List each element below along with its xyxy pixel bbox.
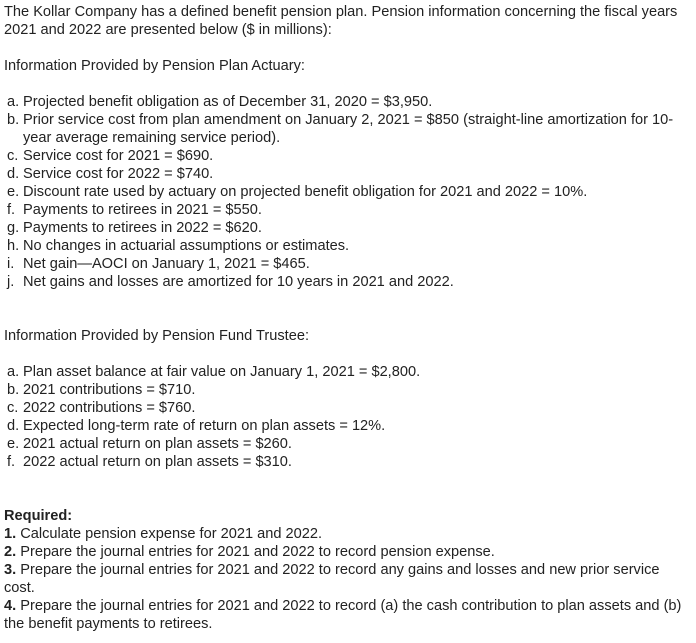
item-marker: a.: [7, 364, 20, 380]
item-text: 2022 actual return on plan assets = $310.: [23, 454, 292, 470]
item-text: Payments to retirees in 2021 = $550.: [23, 202, 262, 218]
required-text: Prepare the journal entries for 2021 and 2022 to record pension expense.: [20, 544, 495, 560]
item-marker: j.: [7, 274, 15, 290]
actuary-item-j: [7, 273, 692, 291]
actuary-item-e: [7, 183, 692, 201]
item-text: Net gain—AOCI on January 1, 2021 = $465.: [23, 256, 310, 272]
section-spacer: [4, 471, 692, 507]
item-marker: d.: [7, 418, 20, 434]
item-text: Service cost for 2022 = $740.: [23, 166, 214, 182]
item-text: Expected long-term rate of return on plan assets = 12%.: [23, 418, 386, 434]
required-number: 3.: [4, 562, 17, 578]
required-text: Prepare the journal entries for 2021 and 2022 to record (a) the cash contribution to plan assets and (b) the benefit payments to retirees.: [4, 598, 682, 632]
required-text: Calculate pension expense for 2021 and 2022.: [20, 526, 323, 542]
trustee-list: [4, 363, 692, 471]
item-text: No changes in actuarial assumptions or estimates.: [23, 238, 350, 254]
item-text: 2021 contributions = $710.: [23, 382, 196, 398]
required-number: 4.: [4, 598, 17, 614]
required-number: 1.: [4, 526, 17, 542]
trustee-item-e: [7, 435, 692, 453]
actuary-item-g: [7, 219, 692, 237]
trustee-heading: Information Provided by Pension Fund Trustee:: [4, 328, 310, 344]
actuary-heading: Information Provided by Pension Plan Actuary:: [4, 58, 305, 74]
trustee-item-f: [7, 453, 692, 471]
trustee-item-a: [7, 363, 692, 381]
actuary-item-f: [7, 201, 692, 219]
item-marker: i.: [7, 256, 15, 272]
item-text: Plan asset balance at fair value on January 1, 2021 = $2,800.: [23, 364, 421, 380]
item-marker: b.: [7, 112, 20, 128]
item-marker: b.: [7, 382, 20, 398]
intro-paragraph: The Kollar Company has a defined benefit pension plan. Pension information concerning the fiscal years 2021 and 2022 are presented below ($ in millions):: [4, 4, 678, 38]
trustee-item-c: [7, 399, 692, 417]
section-spacer: [4, 291, 692, 327]
required-item-3: [4, 561, 692, 597]
item-marker: a.: [7, 94, 20, 110]
item-marker: f.: [7, 454, 16, 470]
item-marker: e.: [7, 436, 20, 452]
required-number: 2.: [4, 544, 17, 560]
item-text: Net gains and losses are amortized for 10 years in 2021 and 2022.: [23, 274, 454, 290]
item-marker: h.: [7, 238, 20, 254]
required-title: Required:: [4, 508, 73, 524]
actuary-item-b: [7, 111, 692, 147]
item-text: Service cost for 2021 = $690.: [23, 148, 214, 164]
required-item-4: [4, 597, 692, 633]
trustee-item-d: [7, 417, 692, 435]
item-marker: f.: [7, 202, 16, 218]
item-marker: e.: [7, 184, 20, 200]
item-text: Payments to retirees in 2022 = $620.: [23, 220, 262, 236]
actuary-item-a: [7, 93, 692, 111]
item-text: 2021 actual return on plan assets = $260.: [23, 436, 292, 452]
actuary-item-h: [7, 237, 692, 255]
required-item-2: [4, 543, 692, 561]
actuary-item-d: [7, 165, 692, 183]
item-text: Prior service cost from plan amendment on January 2, 2021 = $850 (straight-line amortization for 10-year average remaining service period).: [23, 112, 674, 146]
actuary-item-c: [7, 147, 692, 165]
item-text: Discount rate used by actuary on projected benefit obligation for 2021 and 2022 = 10%.: [23, 184, 588, 200]
required-item-1: [4, 525, 692, 543]
required-text: Prepare the journal entries for 2021 and 2022 to record any gains and losses and new prior service cost.: [4, 562, 660, 596]
item-marker: c.: [7, 400, 19, 416]
item-text: Projected benefit obligation as of December 31, 2020 = $3,950.: [23, 94, 433, 110]
item-marker: d.: [7, 166, 20, 182]
trustee-item-b: [7, 381, 692, 399]
item-text: 2022 contributions = $760.: [23, 400, 196, 416]
actuary-item-i: [7, 255, 692, 273]
item-marker: c.: [7, 148, 19, 164]
actuary-list: [4, 93, 692, 291]
item-marker: g.: [7, 220, 20, 236]
